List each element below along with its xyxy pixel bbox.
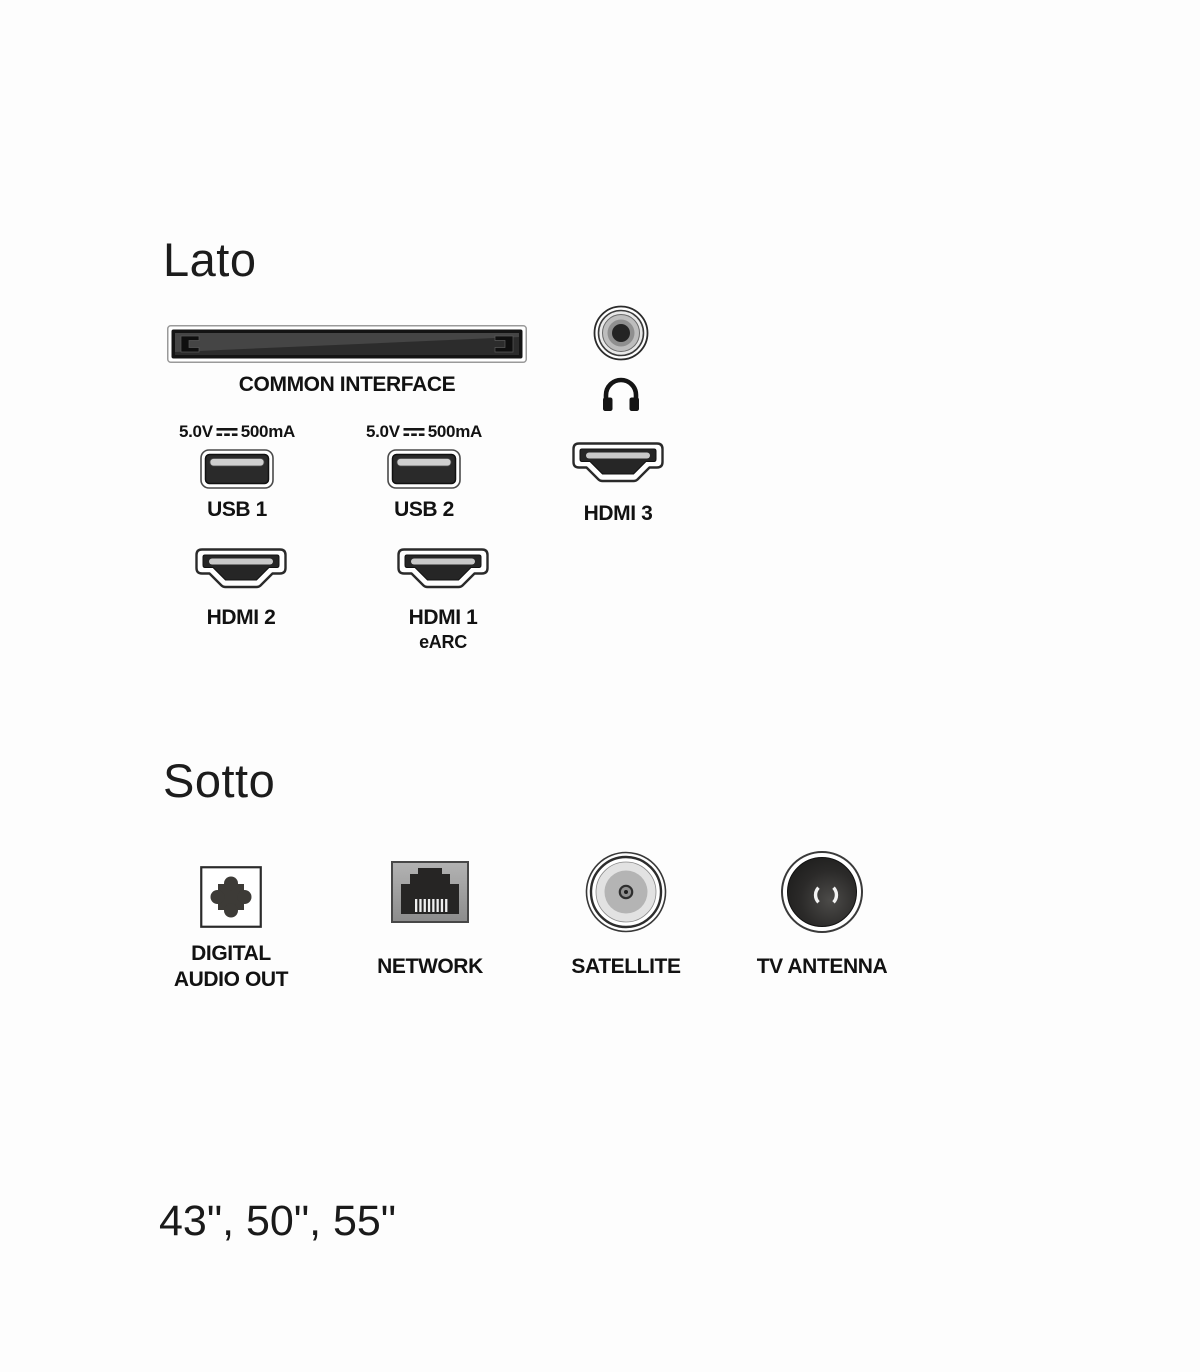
headphone-jack-icon	[593, 305, 649, 361]
satellite-connector-icon	[585, 851, 667, 933]
tv-antenna-connector-icon	[780, 850, 864, 934]
digital-audio-out-label-line1: DIGITAL	[191, 942, 271, 965]
usb1-port-group	[167, 422, 307, 523]
hdmi-port-icon	[572, 442, 664, 492]
hdmi1-label: HDMI 1	[408, 606, 478, 629]
digital-audio-out-port-group	[151, 866, 311, 994]
hdmi-port-icon	[397, 548, 489, 598]
hdmi3-port-group	[548, 442, 688, 527]
bottom-section-title: Sotto	[163, 754, 276, 807]
hdmi1-earc-label: eARC	[419, 632, 467, 653]
hdmi1-port-group	[373, 548, 513, 654]
tv-antenna-port-group	[742, 850, 902, 980]
usb1-current: 500mA	[240, 422, 296, 441]
side-section-title: Lato	[163, 233, 257, 286]
digital-audio-out-label-line2: AUDIO OUT	[173, 968, 289, 992]
usb2-power-rating	[366, 422, 482, 442]
usb2-current: 500mA	[427, 422, 483, 441]
usb2-port-group	[354, 422, 494, 523]
tv-antenna-label: TV ANTENNA	[756, 955, 888, 978]
usb2-label: USB 2	[394, 498, 454, 521]
usb1-power-rating	[179, 422, 295, 442]
satellite-port-group	[546, 851, 706, 980]
headphones-icon	[600, 376, 642, 412]
hdmi-port-icon	[195, 548, 287, 598]
usb-port-icon	[200, 449, 274, 489]
satellite-label: SATELLITE	[571, 955, 681, 978]
common-interface-slot-icon	[167, 325, 527, 363]
dc-power-icon	[402, 426, 426, 438]
headphone-output	[591, 305, 651, 412]
common-interface-port	[167, 325, 527, 398]
hdmi2-label: HDMI 2	[206, 606, 276, 629]
ethernet-port-icon	[391, 861, 469, 923]
usb1-volts: 5.0V	[178, 422, 213, 441]
network-port-group	[350, 861, 510, 980]
usb-port-icon	[387, 449, 461, 489]
common-interface-label: COMMON INTERFACE	[238, 373, 456, 396]
network-label: NETWORK	[377, 955, 483, 978]
toslink-port-icon	[200, 866, 262, 928]
usb2-volts: 5.0V	[365, 422, 400, 441]
screen-sizes-text: 43", 50", 55"	[159, 1197, 397, 1245]
usb1-label: USB 1	[207, 498, 267, 521]
digital-audio-out-label	[174, 941, 288, 994]
hdmi2-port-group	[171, 548, 311, 631]
dc-power-icon	[215, 426, 239, 438]
hdmi3-label: HDMI 3	[583, 502, 653, 525]
